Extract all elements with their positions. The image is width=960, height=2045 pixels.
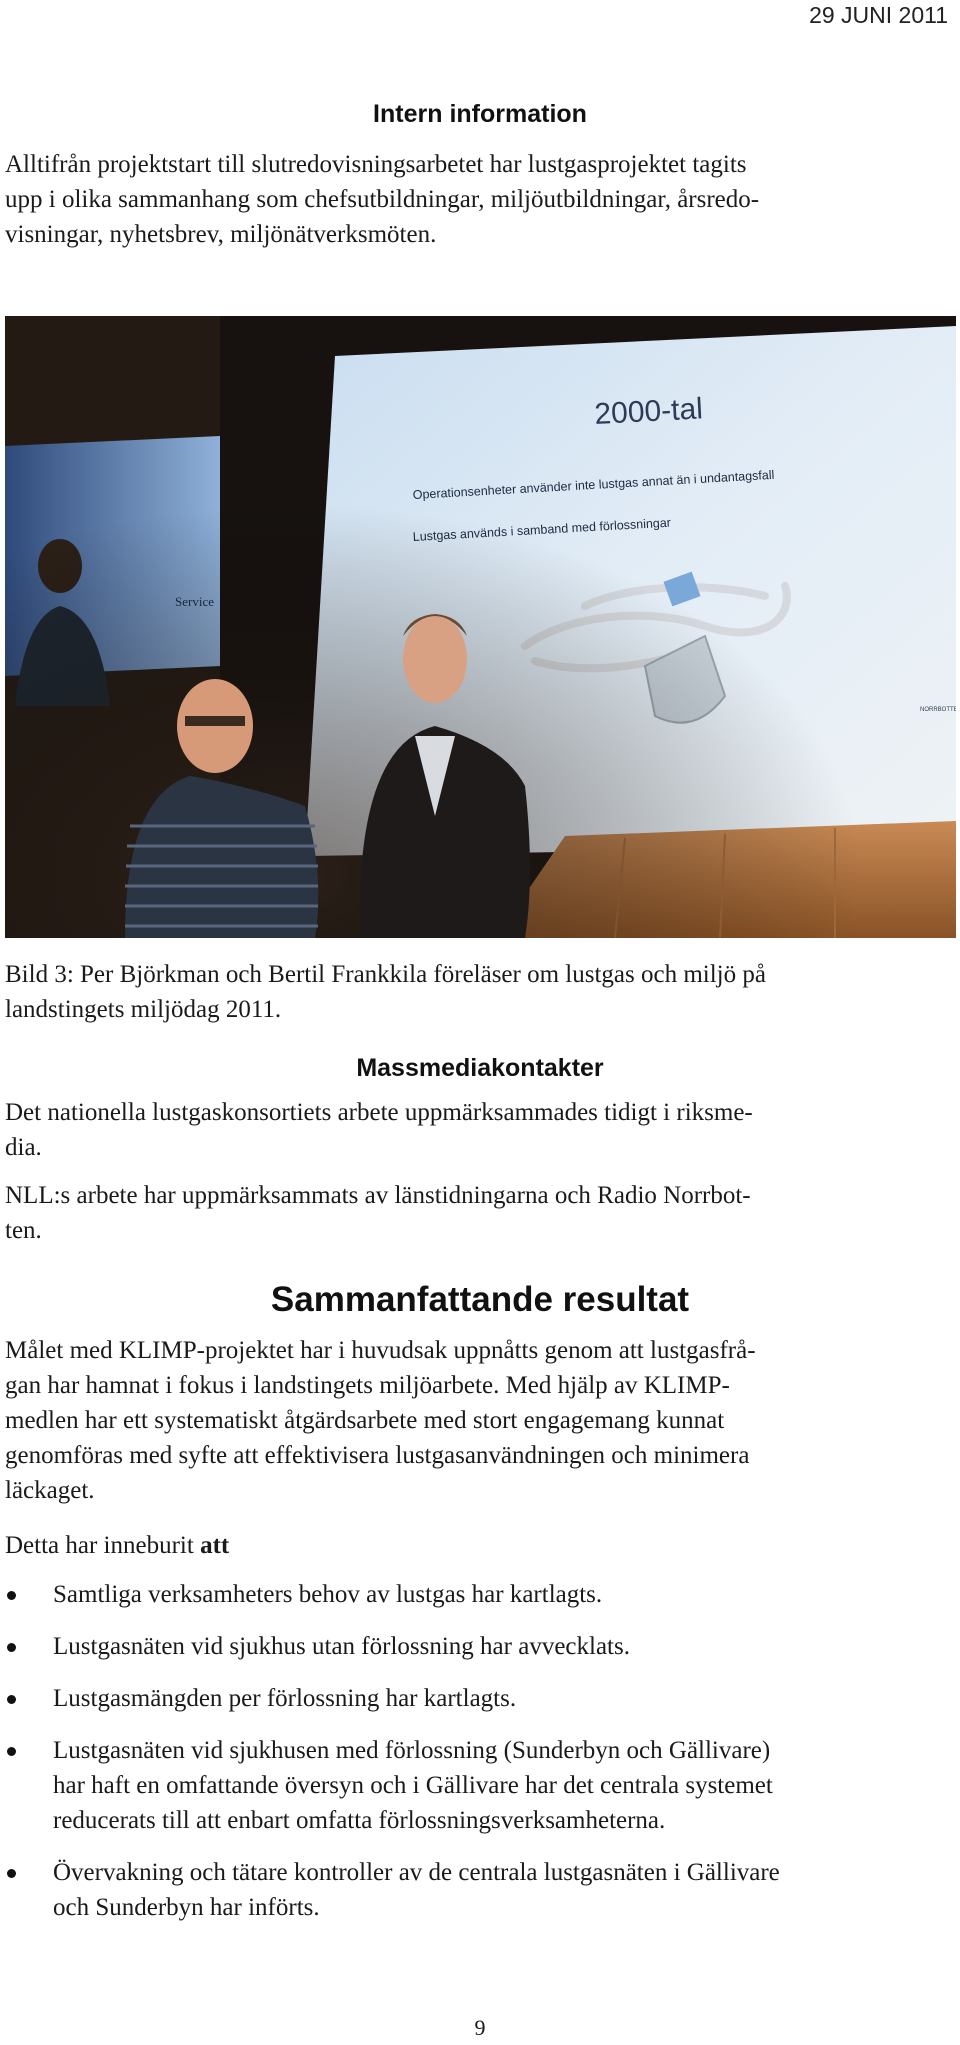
caption-line-2: landstingets miljödag 2011. [5, 996, 282, 1023]
massmedia-paragraph-1 [5, 1095, 940, 1165]
summary-line-5: läckaget. [5, 1477, 95, 1504]
list-item [0, 1681, 945, 1716]
list-item [0, 1855, 945, 1925]
list-item [0, 1629, 945, 1664]
caption-line-1: Bild 3: Per Björkman och Bertil Frankkila föreläser om lustgas och miljö på [5, 961, 766, 988]
section-heading-summary: Sammanfattande resultat [270, 1280, 690, 1319]
massmedia-p1-line-2: dia. [5, 1134, 42, 1161]
bullet-dot-icon [7, 1747, 16, 1756]
summary-bullet-list [0, 1577, 945, 1942]
bullet-4-line-1: Lustgasnäten vid sjukhusen med förlossning (Sunderbyn och Gällivare) [53, 1737, 771, 1764]
intern-line-2: upp i olika sammanhang som chefsutbildningar, miljöutbildningar, årsredo- [5, 186, 760, 213]
list-item [0, 1577, 945, 1612]
intern-paragraph [5, 147, 940, 252]
bullet-4-line-2: har haft en omfattande översyn och i Gällivare har det centrala systemet [53, 1772, 773, 1799]
summary-paragraph [5, 1333, 940, 1508]
lecture-photo [5, 316, 956, 938]
summary-line-1: Målet med KLIMP-projektet har i huvudsak uppnåtts genom att lustgasfrå- [5, 1337, 756, 1364]
section-heading-intern: Intern information [373, 100, 587, 128]
bullet-1-line-1: Samtliga verksamheters behov av lustgas har kartlagts. [53, 1581, 603, 1608]
summary-line-2: gan har hamnat i fokus i landstingets miljöarbete. Med hjälp av KLIMP- [5, 1372, 730, 1399]
intern-line-1: Alltifrån projektstart till slutredovisningsarbetet har lustgasprojektet tagits [5, 151, 747, 178]
section-heading-massmedia: Massmediakontakter [356, 1054, 604, 1082]
summary-line-4: genomföras med syfte att effektivisera lustgasanvändningen och minimera [5, 1442, 750, 1469]
bullet-dot-icon [7, 1695, 16, 1704]
bullet-2-line-1: Lustgasnäten vid sjukhus utan förlossning har avvecklats. [53, 1633, 630, 1660]
page-number: 9 [474, 2015, 486, 2040]
photo-caption [5, 957, 940, 1027]
summary-lead-bold: att [200, 1532, 230, 1559]
summary-lead-text: Detta har inneburit [5, 1532, 201, 1559]
massmedia-paragraph-2 [5, 1178, 940, 1248]
bullet-dot-icon [7, 1591, 16, 1600]
massmedia-p2-line-2: ten. [5, 1217, 42, 1244]
bullet-3-line-1: Lustgasmängden per förlossning har kartlagts. [53, 1685, 517, 1712]
bullet-5-line-2: och Sunderbyn har införts. [53, 1894, 320, 1921]
massmedia-p1-line-1: Det nationella lustgaskonsortiets arbete uppmärksammades tidigt i riksme- [5, 1099, 753, 1126]
intern-line-3: visningar, nyhetsbrev, miljönätverksmöten. [5, 221, 437, 248]
bullet-dot-icon [7, 1643, 16, 1652]
list-item [0, 1733, 945, 1838]
bullet-dot-icon [7, 1869, 16, 1878]
summary-line-3: medlen har ett systematiskt åtgärdsarbete med stort engagemang kunnat [5, 1407, 725, 1434]
bullet-4-line-3: reducerats till att enbart omfatta förlossningsverksamheterna. [53, 1807, 666, 1834]
bullet-5-line-1: Övervakning och tätare kontroller av de centrala lustgasnäten i Gällivare [53, 1859, 780, 1886]
massmedia-p2-line-1: NLL:s arbete har uppmärksammats av länstidningarna och Radio Norrbot- [5, 1182, 751, 1209]
header-date: 29 JUNI 2011 [809, 2, 948, 28]
summary-lead [5, 1528, 940, 1563]
